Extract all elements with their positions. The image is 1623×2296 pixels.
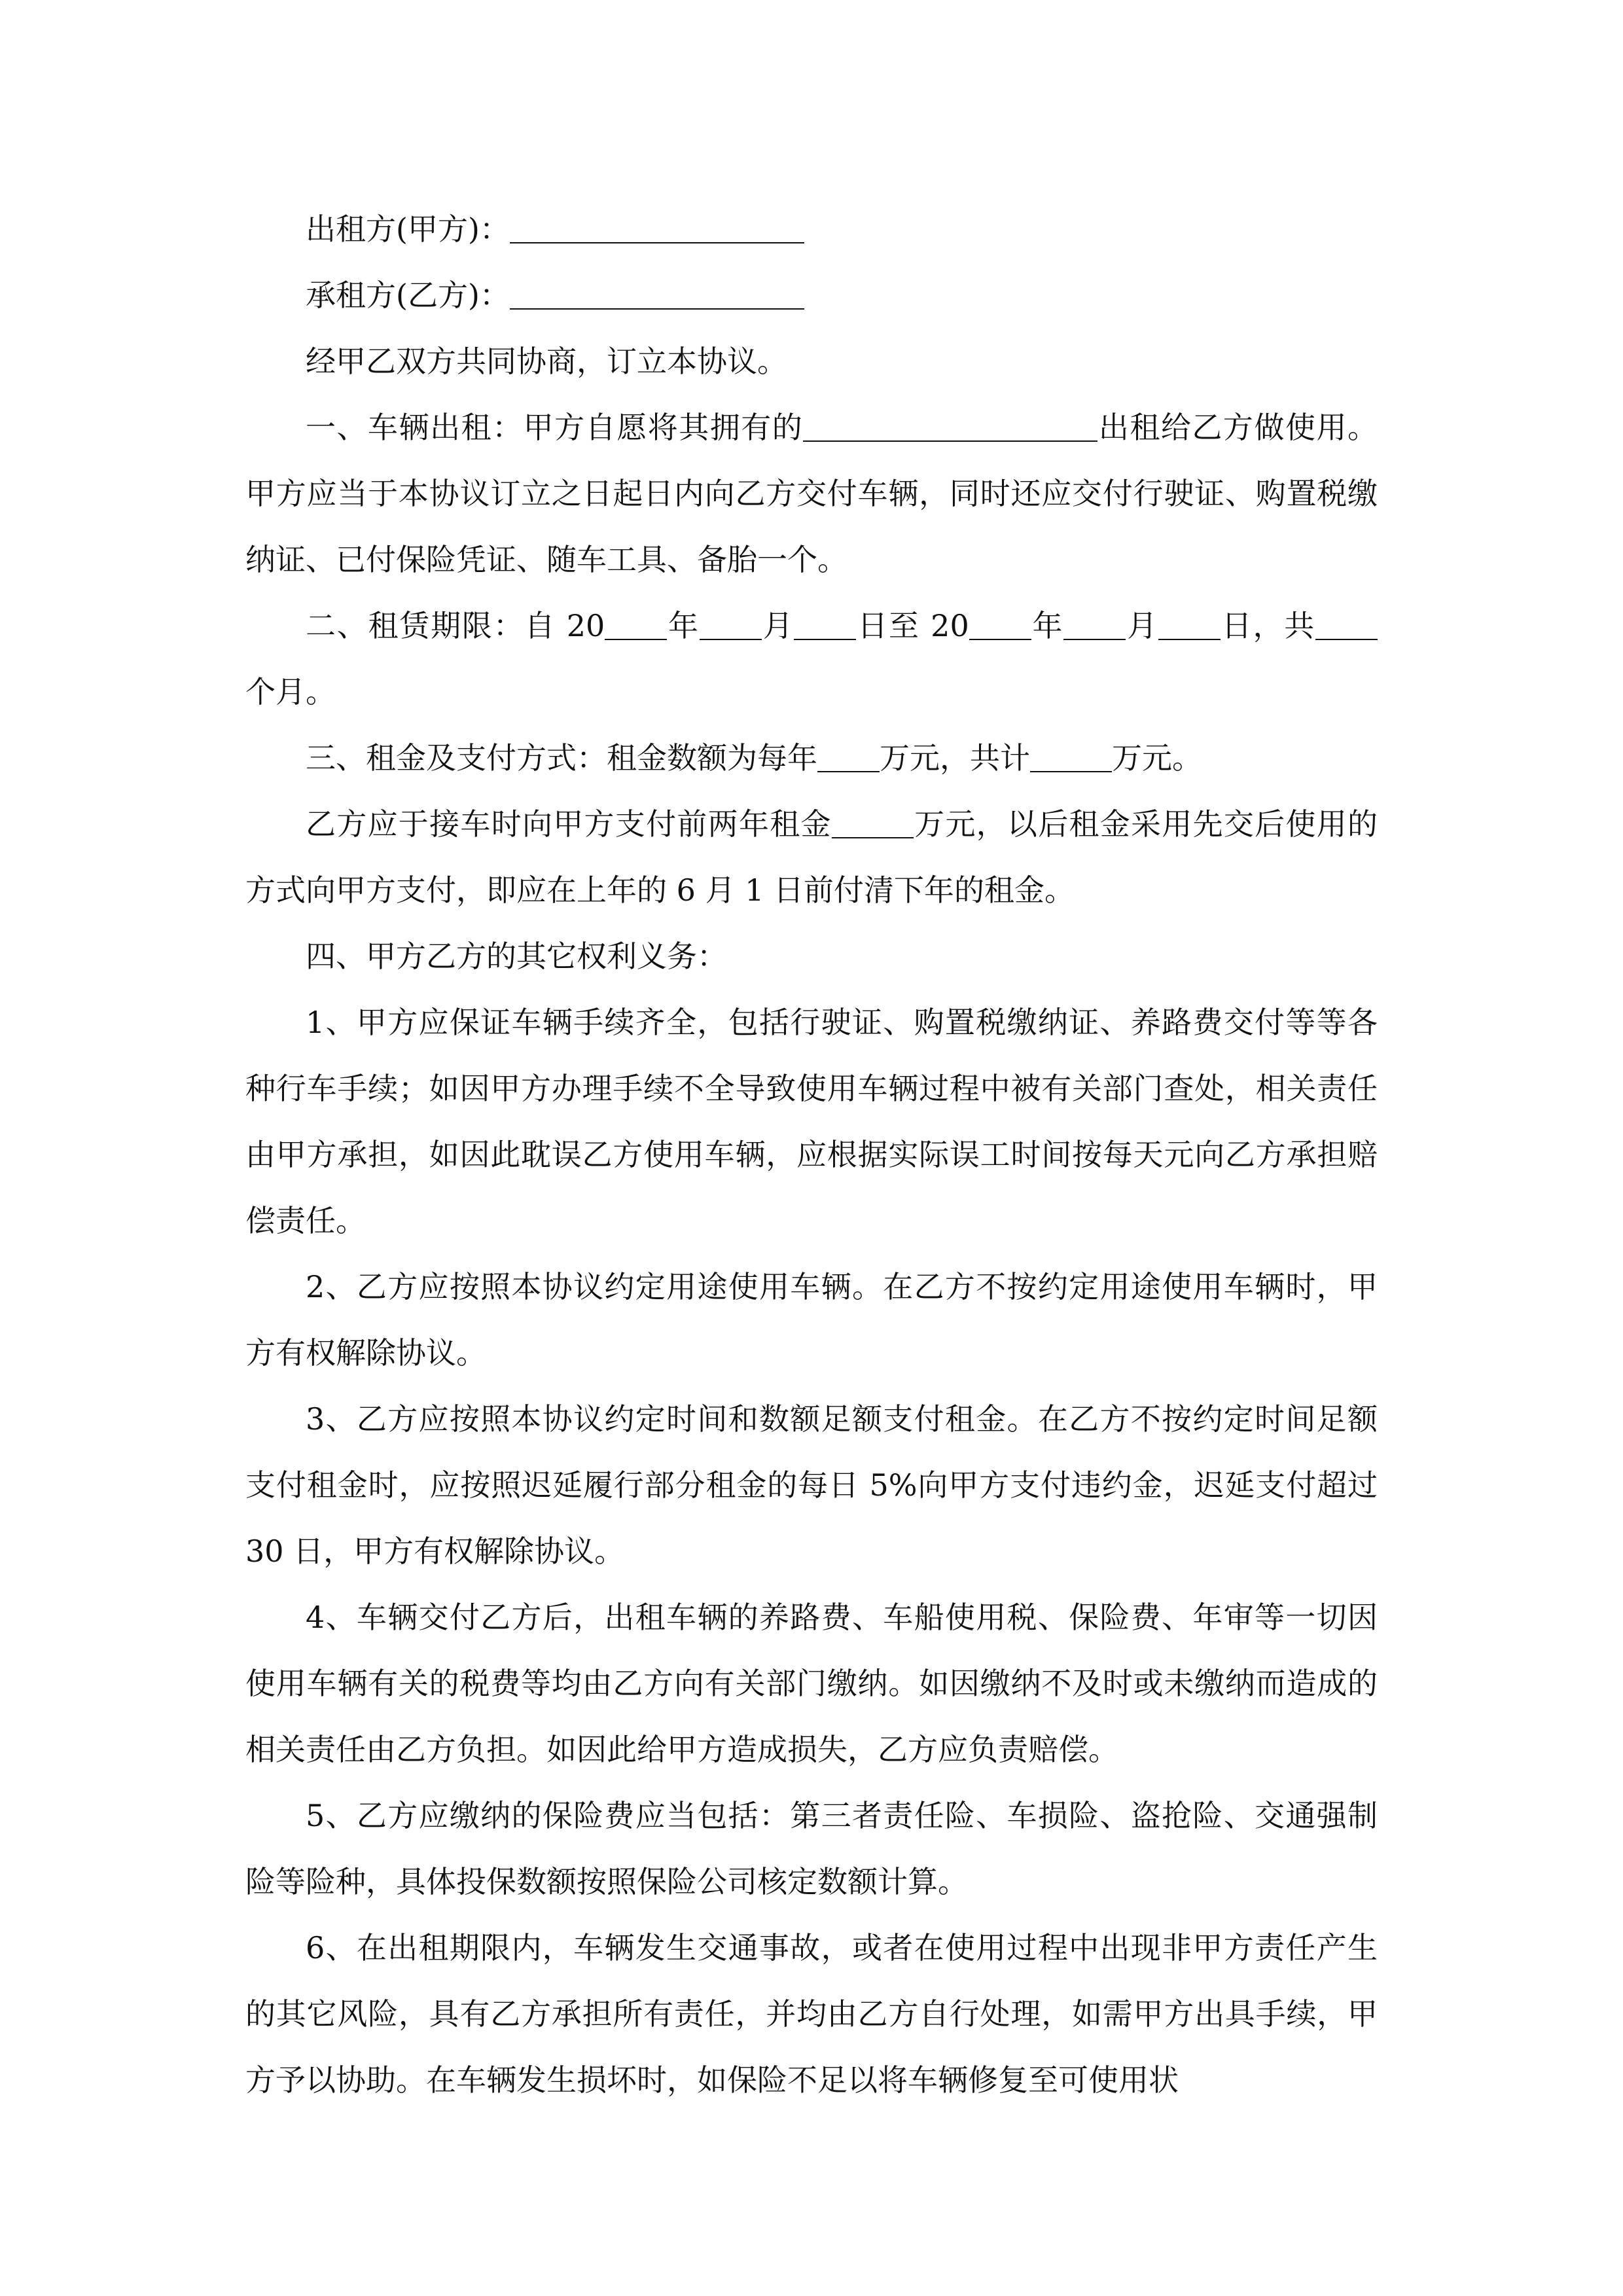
section-2-text-g: 日，共 [1220,608,1316,643]
start-year-blank[interactable] [605,609,667,640]
end-month-blank[interactable] [1063,609,1126,640]
section-3-text-a: 三、租金及支付方式：租金数额为每年 [306,740,817,776]
section-3-text-c: 万元。 [1112,740,1202,776]
prepay-amount-blank[interactable] [832,807,914,838]
section-2-text-a: 二、租赁期限：自 20 [306,608,605,643]
end-year-blank[interactable] [969,609,1031,640]
item-6-paragraph: 6、在出租期限内，车辆发生交通事故，或者在使用过程中出现非甲方责任产生的其它风险，具有乙方承担所有责任，并均由乙方自行处理，如需甲方出具手续，甲方予以协助。在车辆发生损坏时，如保险不足以将车辆修复至可使用状 [245,1930,1378,2098]
section-2-paragraph [245,593,1378,725]
item-5-paragraph: 5、乙方应缴纳的保险费应当包括：第三者责任险、车损险、盗抢险、交通强制险等险种，具体投保数额按照保险公司核定数额计算。 [245,1798,1378,1899]
lessor-line [245,196,1378,262]
item-3-paragraph: 3、乙方应按照本协议约定时间和数额足额支付租金。在乙方不按约定时间足额支付租金时，应按照迟延履行部分租金的每日 5%向甲方支付违约金，迟延支付超过 30 日，甲方有权解除协议。 [245,1401,1378,1569]
lessee-blank[interactable] [510,278,804,310]
section-4-title: 四、甲方乙方的其它权利义务： [306,939,727,974]
payment-paragraph [245,791,1378,924]
lessor-blank[interactable] [510,212,804,243]
section-1-text-a: 一、车辆出租：甲方自愿将其拥有的 [306,410,804,445]
start-day-blank[interactable] [794,609,856,640]
end-day-blank[interactable] [1158,609,1221,640]
item-4-paragraph: 4、车辆交付乙方后，出租车辆的养路费、车船使用税、保险费、年审等一切因使用车辆有关的税费等均由乙方向有关部门缴纳。如因缴纳不及时或未缴纳而造成的相关责任由乙方负担。如因此给甲方造成损失，乙方应负责赔偿。 [245,1600,1378,1767]
payment-text-a: 乙方应于接车时向甲方支付前两年租金 [306,806,832,842]
total-rent-blank[interactable] [1030,741,1112,772]
lessee-label: 承租方(乙方)： [306,278,510,313]
lessee-line [245,262,1378,329]
months-blank[interactable] [1315,609,1378,640]
payment-text-b: 万元，以后租金采用先交后使用的方式向甲方支付，即应在上年的 6 月 1 日前付清下年的租金。 [245,806,1378,908]
section-2-text-b: 年 [667,608,700,643]
lessor-label: 出租方(甲方)： [306,211,510,247]
vehicle-blank[interactable] [803,410,1097,442]
start-month-blank[interactable] [700,609,762,640]
section-2-text-d: 日至 20 [856,608,969,643]
annual-rent-blank[interactable] [817,741,880,772]
section-3-text-b: 万元，共计 [880,740,1030,776]
section-1-text-b: 出租给乙方做使用。甲方应当于本协议订立之日起日内向乙方交付车辆，同时还应交付行驶证、购置税缴纳证、已付保险凭证、随车工具、备胎一个。 [245,410,1378,577]
contract-page [245,196,1378,2113]
section-2-text-e: 年 [1031,608,1064,643]
section-1-paragraph [245,395,1378,593]
item-2-paragraph: 2、乙方应按照本协议约定用途使用车辆。在乙方不按约定用途使用车辆时，甲方有权解除协议。 [245,1269,1378,1371]
section-2-text-c: 月 [761,608,794,643]
intro-paragraph: 经甲乙双方共同协商，订立本协议。 [306,344,787,379]
item-1-paragraph: 1、甲方应保证车辆手续齐全，包括行驶证、购置税缴纳证、养路费交付等等各种行车手续；如因甲方办理手续不全导致使用车辆过程中被有关部门查处，相关责任由甲方承担，如因此耽误乙方使用车辆，应根据实际误工时间按每天元向乙方承担赔偿责任。 [245,1005,1378,1238]
section-2-text-h: 个月。 [245,674,336,709]
section-3-paragraph [245,725,1378,791]
section-2-text-f: 月 [1126,608,1158,643]
